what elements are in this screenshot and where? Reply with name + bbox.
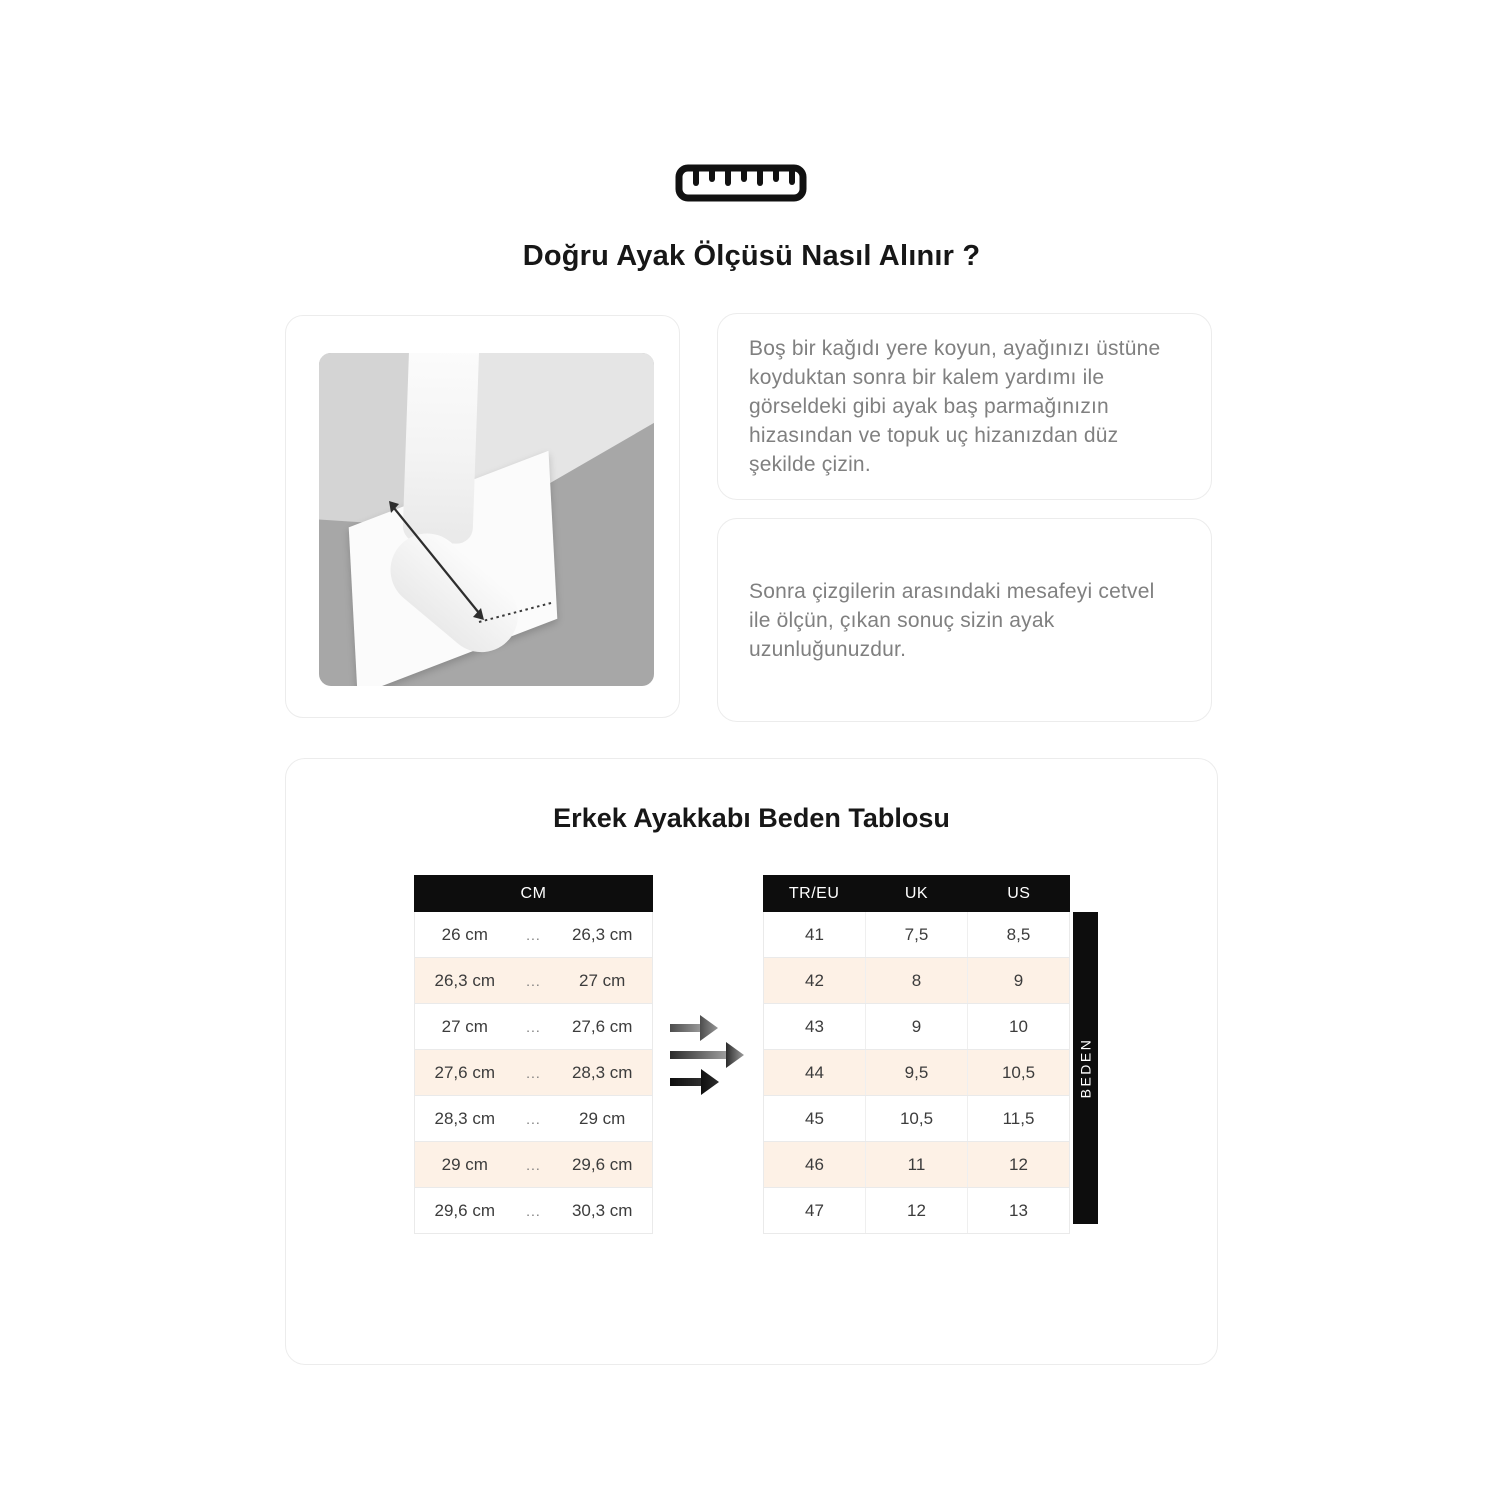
foot-photo-card	[285, 315, 680, 718]
cm-table-header	[414, 875, 653, 912]
cell-uk: 11	[866, 1142, 968, 1187]
cell-tr-eu: 45	[764, 1096, 866, 1141]
cm-from: 27 cm	[441, 1016, 488, 1036]
cell-tr-eu: 41	[764, 912, 866, 957]
cell-tr-eu: 46	[764, 1142, 866, 1187]
cm-table-row	[414, 1142, 653, 1188]
cell-us: 12	[1009, 1154, 1028, 1174]
cm-table-row	[414, 1004, 653, 1050]
size-table-row	[763, 958, 1070, 1004]
cell-uk: 9	[866, 1004, 968, 1049]
size-table-title: Erkek Ayakkabı Beden Tablosu	[553, 803, 950, 833]
size-table-row	[763, 1050, 1070, 1096]
cm-from: 27,6 cm	[434, 1062, 495, 1082]
cm-table-row	[414, 1188, 653, 1234]
cell-us: 9	[1013, 970, 1024, 990]
cm-from: 28,3 cm	[434, 1108, 495, 1128]
size-table-row	[763, 1004, 1070, 1050]
cell-uk: 10,5	[866, 1096, 968, 1141]
cm-table-row	[414, 1050, 653, 1096]
cell-tr-eu: 43	[764, 1004, 866, 1049]
header-tr-eu: TR/EU	[788, 884, 840, 902]
cm-to: 27 cm	[579, 970, 626, 990]
size-table-row	[763, 912, 1070, 958]
cm-table-row	[414, 1096, 653, 1142]
instruction-text-1: Boş bir kağıdı yere koyun, ayağınızı üstüne koyduktan sonra bir kalem yardımı ile görseldeki gibi ayak baş parmağınızın hizasından ve topuk uç hizanızdan düz şekilde çizin.	[749, 337, 1161, 476]
cell-uk: 12	[866, 1188, 968, 1233]
cm-sep: ...	[526, 972, 541, 989]
header-us: US	[1007, 884, 1031, 902]
cm-to: 28,3 cm	[571, 1062, 633, 1082]
cm-from: 29,6 cm	[434, 1200, 495, 1220]
cell-tr-eu: 47	[764, 1188, 866, 1233]
cm-sep: ...	[526, 1156, 541, 1173]
cell-tr-eu: 42	[764, 958, 866, 1003]
cell-uk: 7,5	[866, 912, 968, 957]
cm-to: 29 cm	[579, 1108, 626, 1128]
cm-to: 27,6 cm	[571, 1016, 633, 1036]
cm-sep: ...	[526, 1110, 541, 1127]
cm-to: 29,6 cm	[571, 1154, 633, 1174]
beden-label: BEDEN	[1077, 1037, 1094, 1099]
cm-from: 26 cm	[441, 924, 488, 944]
cm-from: 26,3 cm	[434, 970, 495, 990]
cm-sep: ...	[526, 1202, 541, 1219]
cm-header-label: CM	[520, 884, 547, 902]
header-uk: UK	[904, 884, 929, 902]
cell-us: 10	[1009, 1016, 1028, 1036]
instruction-text-2: Sonra çizgilerin arasındaki mesafeyi cetvel ile ölçün, çıkan sonuç sizin ayak uzunluğunuzdur.	[749, 579, 1155, 661]
ruler-icon-svg	[675, 163, 807, 203]
cm-sep: ...	[526, 926, 541, 943]
size-conversion-table	[763, 875, 1070, 1234]
size-table-header-row	[763, 875, 1070, 912]
cell-us: 10,5	[1001, 1062, 1036, 1082]
cell-tr-eu: 44	[764, 1050, 866, 1095]
conversion-arrows-icon	[662, 1008, 752, 1102]
cm-to: 30,3 cm	[571, 1200, 633, 1220]
measurement-arrow-overlay	[319, 353, 654, 686]
cm-to: 26,3 cm	[571, 924, 633, 944]
cm-sep: ...	[526, 1064, 541, 1081]
cm-table-row	[414, 958, 653, 1004]
cm-sep: ...	[526, 1018, 541, 1035]
cm-table-row	[414, 912, 653, 958]
size-table-row	[763, 1142, 1070, 1188]
beden-side-strip	[1073, 912, 1098, 1224]
instruction-box-1	[717, 313, 1212, 500]
cell-us: 11,5	[1002, 1108, 1035, 1128]
ruler-icon	[675, 163, 807, 203]
cell-uk: 8	[866, 958, 968, 1003]
cell-us: 8,5	[1006, 924, 1031, 944]
cm-from: 29 cm	[441, 1154, 488, 1174]
cell-us: 13	[1009, 1200, 1028, 1220]
cm-table	[414, 875, 653, 1234]
cell-uk: 9,5	[866, 1050, 968, 1095]
size-table-card	[285, 758, 1218, 1365]
size-table-row	[763, 1096, 1070, 1142]
page-title: Doğru Ayak Ölçüsü Nasıl Alınır ?	[522, 240, 981, 272]
size-table-row	[763, 1188, 1070, 1234]
instruction-box-2	[717, 518, 1212, 722]
foot-measurement-photo	[319, 353, 654, 686]
